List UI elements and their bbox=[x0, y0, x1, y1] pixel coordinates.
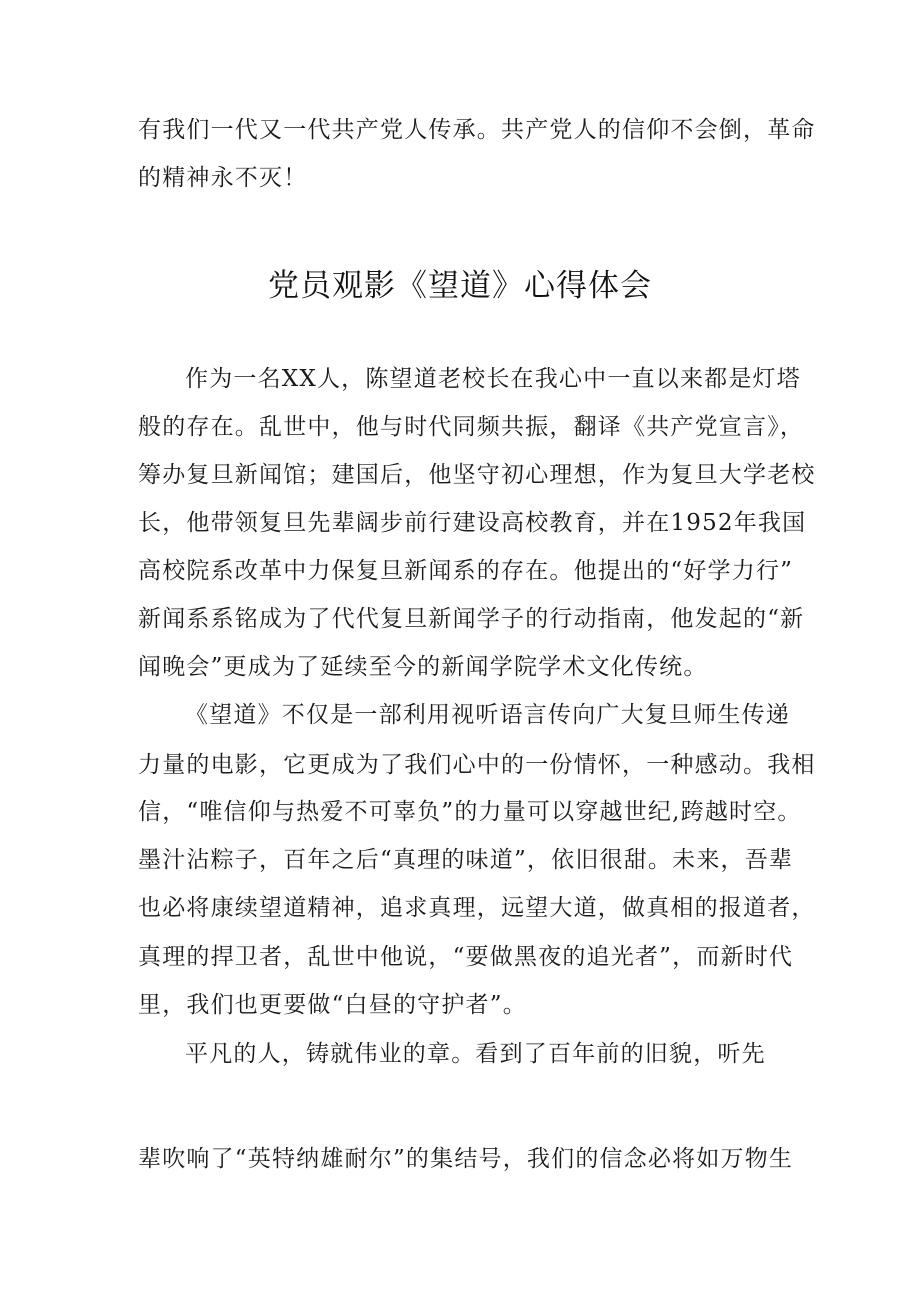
paragraph-first-line: 《望道》不仅是一部利用视听语言传向广大复旦师生传递 bbox=[185, 702, 790, 728]
text-line: 闻晚会”更成为了延续至今的新闻学院学术文化传统。 bbox=[138, 654, 708, 680]
text-line: 里，我们也更要做“白昼的守护者”。 bbox=[138, 992, 527, 1018]
paragraph-first-line: 作为一名XX人，陈望道老校长在我心中一直以来都是灯塔 bbox=[185, 366, 801, 392]
text-line: 也必将康续望道精神，追求真理，远望大道，做真相的报道者， bbox=[138, 895, 816, 921]
text-line: 墨汁沾粽子，百年之后“真理的味道”，依旧很甜。未来，吾辈 bbox=[138, 847, 794, 873]
text-line: 的精神永不灭！ bbox=[138, 165, 308, 191]
text-line: 新闻系系铭成为了代代复旦新闻学子的行动指南，他发起的“新 bbox=[138, 606, 805, 632]
text-line: 辈吹响了“英特纳雄耐尔”的集结号，我们的信念必将如万物生 bbox=[138, 1146, 794, 1172]
article-title: 党员观影《望道》心得体会 bbox=[268, 268, 652, 304]
text-line: 信，“唯信仰与热爱不可辜负”的力量可以穿越世纪,跨越时空。 bbox=[138, 799, 802, 825]
text-line: 真理的捍卫者，乱世中他说，“要做黑夜的追光者”，而新时代 bbox=[138, 944, 794, 970]
paragraph-first-line: 平凡的人，铸就伟业的章。看到了百年前的旧貌，听先 bbox=[185, 1041, 766, 1067]
text-line: 力量的电影，它更成为了我们心中的一份情怀，一种感动。我相 bbox=[138, 752, 816, 778]
text-line: 有我们一代又一代共产党人传承。共产党人的信仰不会倒，革命 bbox=[138, 117, 816, 143]
text-line: 高校院系改革中力保复旦新闻系的存在。他提出的“好学力行” bbox=[138, 558, 794, 584]
text-line: 长，他带领复旦先辈阔步前行建设高校教育，并在1952年我国 bbox=[138, 510, 807, 536]
text-line: 筹办复旦新闻馆；建国后，他坚守初心理想，作为复旦大学老校 bbox=[138, 462, 816, 488]
text-line: 般的存在。乱世中，他与时代同频共振，翻译《共产党宣言》， bbox=[138, 414, 805, 440]
